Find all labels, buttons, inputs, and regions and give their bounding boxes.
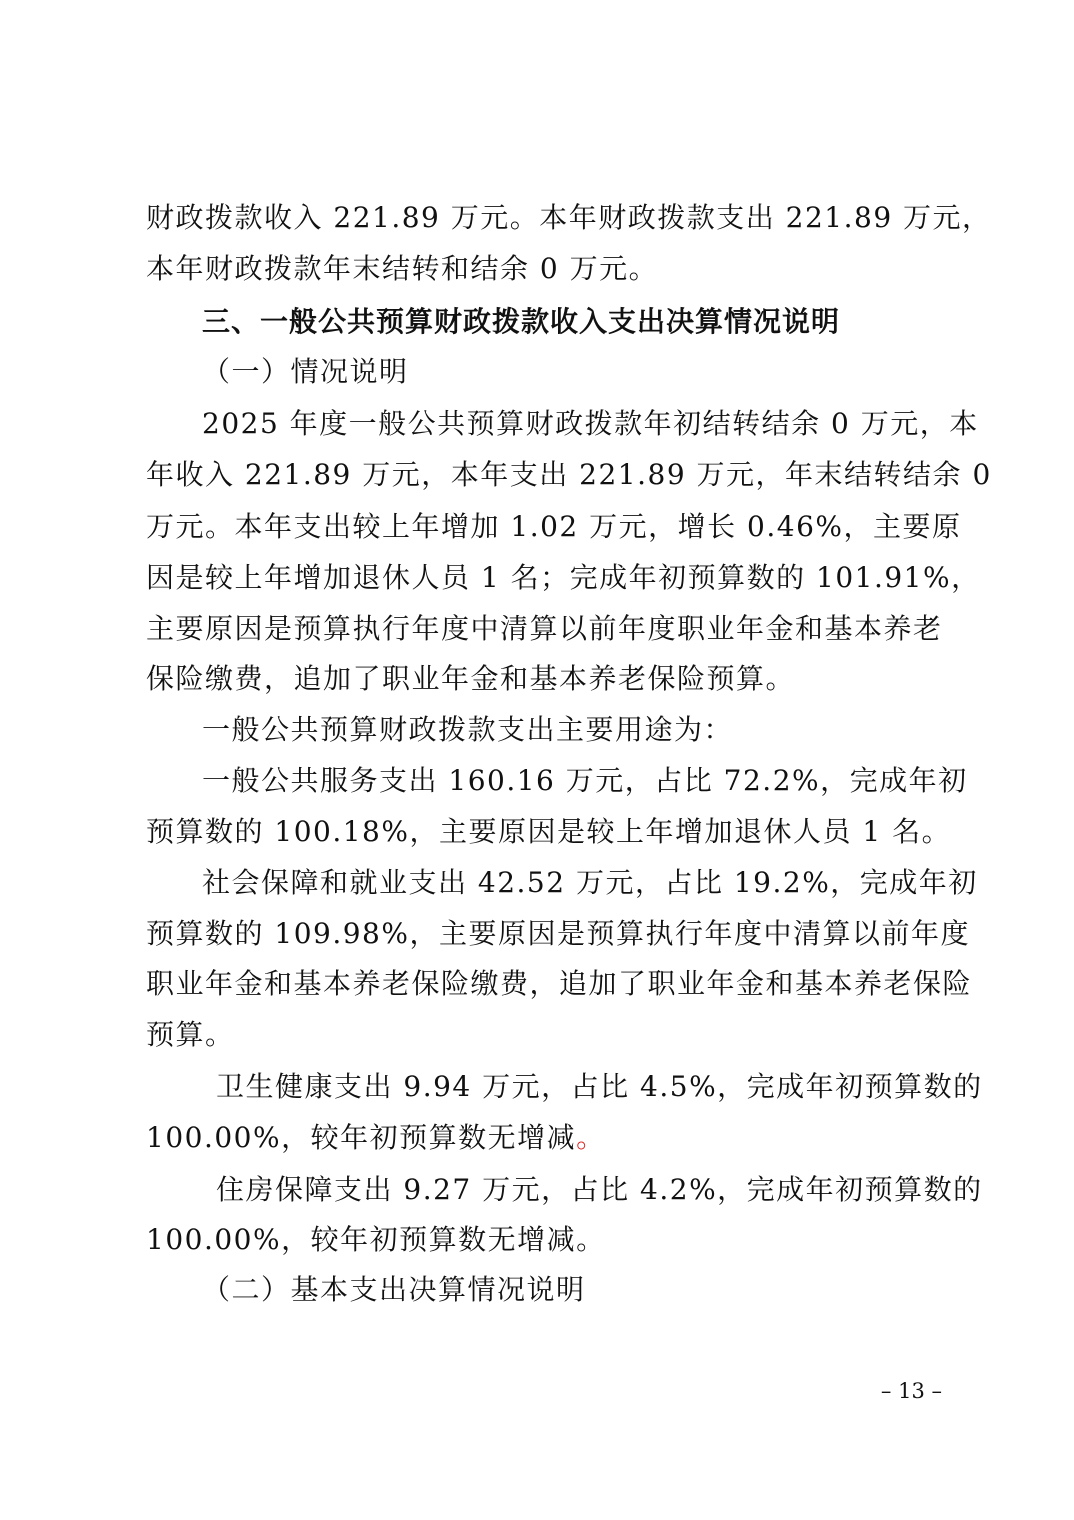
text-line xyxy=(146,1112,941,1164)
text-line: 保险缴费，追加了职业年金和基本养老保险预算。 xyxy=(146,662,796,695)
page-number: – 13 – xyxy=(880,1379,942,1403)
text-line: 100.00%，较年初预算数无增减。 xyxy=(146,1223,606,1256)
text-line: 一般公共预算财政拨款支出主要用途为： xyxy=(202,713,734,746)
text-segment: 100.00%，较年初预算数无增减 xyxy=(146,1121,577,1154)
subsection-heading: （一）情况说明 xyxy=(202,355,409,388)
text-line: 社会保障和就业支出 42.52 万元，占比 19.2%，完成年初 xyxy=(202,866,978,899)
section-heading: 三、一般公共预算财政拨款收入支出决算情况说明 xyxy=(202,305,841,338)
text-line: 万元。本年支出较上年增加 1.02 万元，增长 0.46%，主要原 xyxy=(146,510,962,543)
text-line: 职业年金和基本养老保险缴费，追加了职业年金和基本养老保险 xyxy=(146,967,973,1000)
text-line: 住房保障支出 9.27 万元，占比 4.2%，完成年初预算数的 xyxy=(216,1173,983,1206)
text-line: 预算数的 100.18%，主要原因是较上年增加退休人员 1 名。 xyxy=(146,815,952,848)
red-period: 。 xyxy=(576,1121,606,1154)
text-line: 年收入 221.89 万元，本年支出 221.89 万元，年末结转结余 0 xyxy=(146,458,992,491)
text-line: 本年财政拨款年末结转和结余 0 万元。 xyxy=(146,252,659,285)
text-line: 一般公共服务支出 160.16 万元，占比 72.2%，完成年初 xyxy=(202,764,968,797)
text-line: 主要原因是预算执行年度中清算以前年度职业年金和基本养老 xyxy=(146,612,943,645)
text-line: 卫生健康支出 9.94 万元，占比 4.5%，完成年初预算数的 xyxy=(216,1070,983,1103)
text-line: 预算。 xyxy=(146,1018,235,1051)
text-line: 2025 年度一般公共预算财政拨款年初结转结余 0 万元，本 xyxy=(202,407,979,440)
text-line: 因是较上年增加退休人员 1 名；完成年初预算数的 101.91%， xyxy=(146,561,981,594)
subsection-heading: （二）基本支出决算情况说明 xyxy=(202,1273,586,1306)
text-line: 预算数的 109.98%，主要原因是预算执行年度中清算以前年度 xyxy=(146,917,970,950)
text-line: 财政拨款收入 221.89 万元。本年财政拨款支出 221.89 万元， xyxy=(146,201,992,234)
